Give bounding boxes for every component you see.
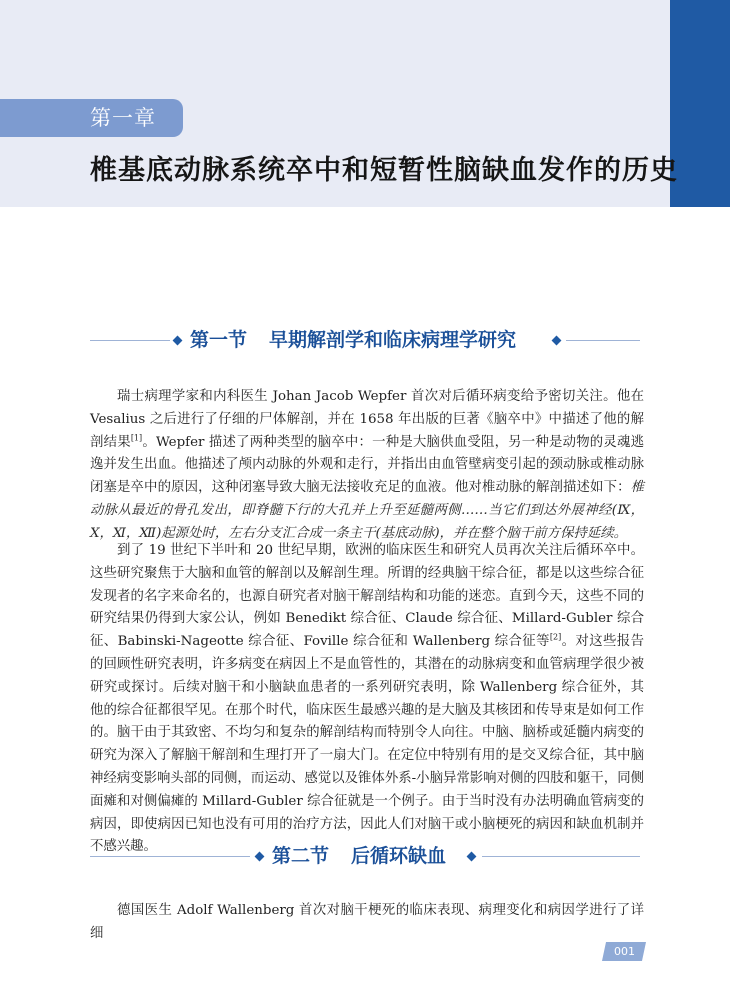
paragraph-text: 。对这些报告的回顾性研究表明，许多病变在病因上不是血管性的，其潜在的动脉病变和血管病理学很少被研究或探讨。后续对脑干和小脑缺血患者的一系列研究表明，除 Wallenberg 综合征外，其他的综合征都很罕见。在那个时代，临床医生最感兴趣的是大脑及其核团和传导束是如何工作的。脑干由于其致密、不均匀和复杂的解剖结构而特别令人向往。中脑、脑桥或延髓内病变的研究为深入了解脑干解剖和生理打开了一扇大门。在定位中特别有用的是交叉综合征，其中脑神经病变影响头部的同侧，而运动、感觉以及锥体外系-小脑异常影响对侧的四肢和躯干，同侧面瘫和对侧偏瘫的 Millard-Gubler 综合征就是一个例子。由于当时没有办法明确血管病变的病因，即使病因已知也没有可用的治疗方法，因此人们对脑干或小脑梗死的病因和缺血机制并不感兴趣。: [90, 634, 644, 855]
section-heading-2: [90, 842, 640, 872]
page-number-badge: [602, 942, 646, 961]
diamond-icon: [255, 852, 265, 862]
citation-ref: [2]: [549, 632, 562, 642]
section-rule-left: [90, 340, 170, 341]
section-title-text: 早期解剖学和临床病理学研究: [269, 329, 517, 351]
diamond-icon: [552, 336, 562, 346]
paragraph-text: 瑞士病理学家和内科医生 Johan Jacob Wepfer 首次对后循环病变给予密切关注。他在 Vesalius 之后进行了仔细的尸体解剖，并在 1658 年出版的巨著《脑卒中》中描述了他的解剖结果: [90, 389, 644, 450]
chapter-side-bar: [670, 0, 730, 207]
diamond-icon: [173, 336, 183, 346]
paragraph-3: 德国医生 Adolf Wallenberg 首次对脑干梗死的临床表现、病理变化和病因学进行了详细: [90, 903, 644, 941]
page-number: 001: [613, 945, 635, 958]
chapter-label: 第一章: [90, 106, 156, 130]
block-quote: 椎动脉从最近的骨孔发出，即脊髓下行的大孔并上升至延髓两侧……当它们到达外展神经(Ⅸ，Ⅹ，Ⅺ，Ⅻ)起源处时，左右分支汇合成一条主干(基底动脉)，并在整个脑干前方保持延续。: [90, 480, 644, 541]
paragraph-text: 。Wepfer 描述了两种类型的脑卒中：一种是大脑供血受阻，另一种是动物的灵魂逃逸并发生出血。他描述了颅内动脉的外观和走行，并指出由血管壁病变引起的颈动脉或椎动脉闭塞是卒中的原因，这种闭塞导致大脑无法接收充足的血液。他对椎动脉的解剖描述如下：: [90, 434, 645, 496]
section-number: 第二节: [272, 845, 330, 867]
section-rule-right: [566, 340, 640, 341]
section-number: 第一节: [190, 329, 248, 351]
diamond-icon: [467, 852, 477, 862]
paragraph-1: [90, 386, 644, 546]
section-title-1: [190, 326, 516, 354]
section-heading-1: [90, 326, 640, 356]
section-title-2: [272, 842, 446, 870]
chapter-title: 椎基底动脉系统卒中和短暂性脑缺血发作的历史: [90, 155, 678, 186]
section-rule-left: [90, 856, 250, 857]
paragraph-text: 到了 19 世纪下半叶和 20 世纪早期，欧洲的临床医生和研究人员再次关注后循环卒中。这些研究聚焦于大脑和血管的解剖以及解剖生理。所谓的经典脑干综合征，都是以这些综合征发现者的名字来命名的，也源自研究者对脑干解剖结构和功能的迷恋。直到今天，这些不同的研究结果仍得到大家公认，例如 Benedikt 综合征、Claude 综合征、Millard-Gubler 综合征、Babinski-Nageotte 综合征、Foville 综合征和 Wallenberg 综合征等: [90, 543, 644, 650]
section-title-text: 后循环缺血: [351, 845, 447, 867]
section-rule-right: [482, 856, 640, 857]
citation-ref: [1]: [130, 433, 143, 443]
paragraph-2: [90, 540, 644, 859]
